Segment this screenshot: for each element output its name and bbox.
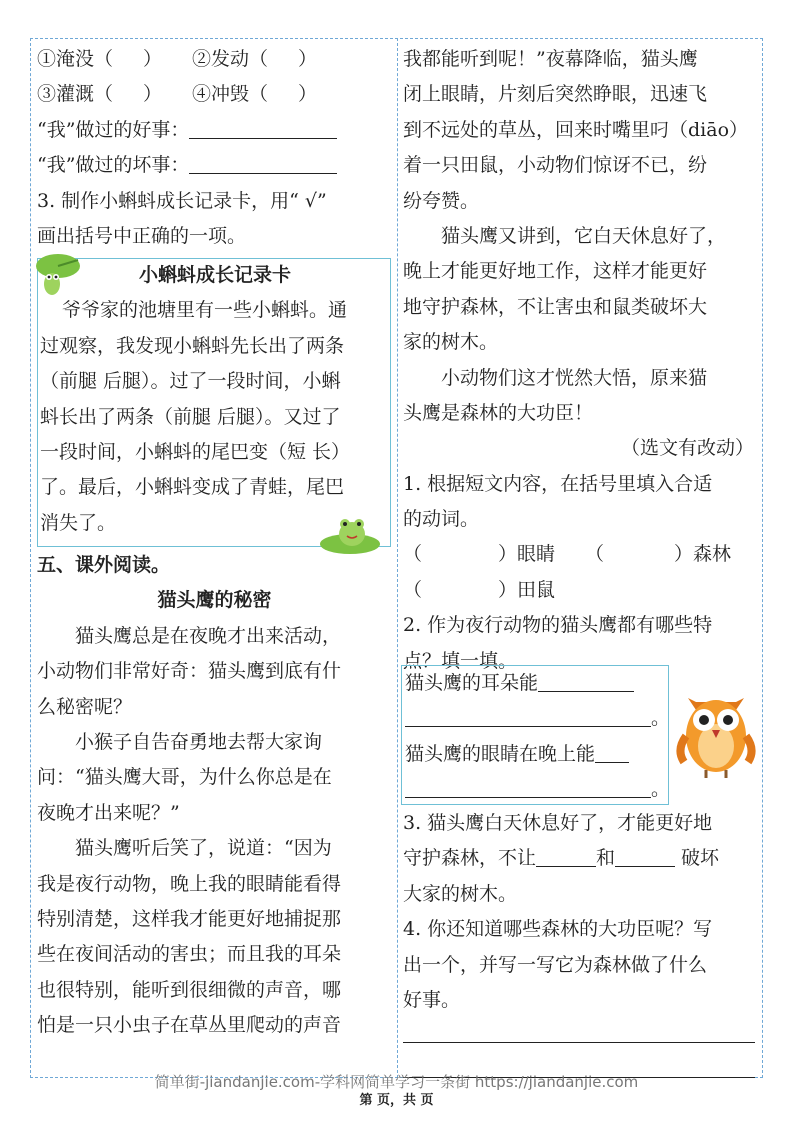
q1-instruction: 1. 根据短文内容，在括号里填入合适	[403, 472, 713, 495]
q3-instruction: 3. 制作小蝌蚪成长记录卡，用“ √”	[37, 189, 327, 212]
word-row-1	[37, 42, 392, 77]
q3-blank-1[interactable]	[536, 846, 596, 867]
q2-instruction: 2. 作为夜行动物的猫头鹰都有哪些特	[403, 614, 713, 637]
story-line: 也很特别，能听到很细微的声音，哪	[37, 978, 342, 1001]
paren-close: ）	[143, 83, 163, 106]
q1-row-2	[403, 573, 758, 608]
q4-instruction-cont: 出一个，并写一写它为森林做了什么	[403, 953, 708, 976]
q3-text-a: 守护森林，不让	[403, 847, 537, 870]
owl-icon	[674, 688, 758, 780]
story-line: 夜晚才出来呢？”	[37, 801, 180, 824]
q1-item-forest: ）森林	[674, 543, 732, 566]
good-deed-blank[interactable]	[189, 118, 337, 139]
story-line: 到不远处的草丛，回来时嘴里叼（diāo）	[403, 118, 749, 141]
left-column	[37, 42, 392, 254]
paren-close: ）	[298, 83, 318, 106]
q3-right-row	[403, 841, 758, 876]
paren-close: ）	[143, 48, 163, 70]
word-1: ①淹没（	[37, 48, 114, 70]
eyes-blank[interactable]	[595, 742, 629, 763]
q3-right-cont: 大家的树木。	[403, 882, 518, 905]
tadpole-card-content	[40, 258, 390, 541]
q4-instruction: 4. 你还知道哪些森林的大功臣呢？写	[403, 918, 713, 941]
word-row-2	[37, 77, 392, 112]
footer-site: 简单街-jiandanjie.com-学科网简单学习一条街 https://jiandanjie.com	[154, 1073, 639, 1091]
column-divider	[397, 38, 398, 1078]
period: 。	[651, 707, 671, 730]
q3-text-c: 破坏	[681, 847, 720, 870]
q1-row-1	[403, 537, 758, 572]
story-line: 闭上眼睛，片刻后突然睁眼，迅速飞	[403, 83, 708, 106]
story-line: 我都能听到呢！”夜幕降临，猫头鹰	[403, 48, 698, 70]
q3-blank-2[interactable]	[615, 846, 675, 867]
q1-instruction-cont: 的动词。	[403, 508, 480, 531]
story-line: 特别清楚，这样我才能更好地捕捉那	[37, 907, 342, 930]
q3-text-b: 和	[596, 847, 616, 870]
card-line: 爷爷家的池塘里有一些小蝌蚪。通	[62, 299, 348, 322]
card-line[interactable]: 一段时间，小蝌蚪的尾巴变（短 长）	[40, 440, 351, 463]
story-right-body	[403, 42, 758, 431]
ears-row-2	[405, 701, 671, 736]
card-line[interactable]: 蚪长出了两条（前腿 后腿）。又过了	[40, 405, 341, 428]
q3-instruction-cont: 画出括号中正确的一项。	[37, 224, 247, 247]
story-line: 小动物们这才恍然大悟，原来猫	[441, 366, 708, 389]
period: 。	[651, 778, 671, 801]
q2-instruction-cont: 点？填一填。	[403, 649, 518, 672]
paren-open: （	[403, 578, 423, 601]
eyes-blank-2[interactable]	[405, 777, 651, 798]
story-line: 地守护森林，不让害虫和鼠类破坏大	[403, 295, 708, 318]
paren-close: ）	[298, 48, 318, 70]
q1-item-mouse: ）田鼠	[498, 578, 556, 601]
story-line: 么秘密呢？	[37, 695, 133, 718]
story-line: 怕是一只小虫子在草丛里爬动的声音	[37, 1014, 342, 1037]
owl-traits-fill	[405, 666, 671, 808]
paren-open: （	[403, 543, 423, 566]
right-questions	[403, 806, 758, 1078]
story-line: 家的树木。	[403, 331, 499, 354]
good-deed-row	[37, 113, 392, 148]
story-line: 我是夜行动物，晚上我的眼睛能看得	[37, 872, 342, 895]
card-line[interactable]: 过观察，我发现小蝌蚪先长出了两条	[40, 334, 345, 357]
ears-row	[405, 666, 667, 701]
ears-label: 猫头鹰的耳朵能	[405, 672, 539, 694]
right-column	[403, 42, 758, 679]
eyes-label: 猫头鹰的眼睛在晚上能	[405, 742, 596, 765]
bad-deed-blank[interactable]	[189, 153, 337, 174]
bad-deed-row	[37, 148, 392, 183]
q4-instruction-end: 好事。	[403, 988, 461, 1011]
story-title: 猫头鹰的秘密	[157, 589, 272, 612]
q4-answer-line-1[interactable]	[403, 1022, 755, 1043]
section-5-heading: 五、课外阅读。	[37, 554, 171, 576]
card-line[interactable]: （前腿 后腿）。过了一段时间，小蝌	[40, 370, 341, 393]
ears-blank-2[interactable]	[405, 706, 651, 727]
story-line: 纷夸赞。	[403, 189, 480, 212]
q1-item-eyes: ）眼睛	[498, 543, 556, 566]
story-line: 晚上才能更好地工作，这样才能更好	[403, 260, 708, 283]
good-deed-label: “我”做过的好事：	[37, 118, 190, 141]
word-2: ②发动（	[192, 48, 269, 70]
card-title: 小蝌蚪成长记录卡	[138, 264, 291, 286]
paren-open: （	[585, 543, 605, 566]
reading-section-left	[37, 548, 392, 1043]
card-line: 了。最后，小蝌蚪变成了青蛙，尾巴	[40, 476, 345, 499]
story-line: 着一只田鼠，小动物们惊讶不已，纷	[403, 154, 708, 177]
source-note: （选文有改动）	[620, 437, 754, 460]
card-line: 消失了。	[40, 511, 117, 534]
word-3: ③灌溉（	[37, 83, 114, 106]
story-left-body	[37, 619, 392, 1044]
story-line: 小动物们非常好奇：猫头鹰到底有什	[37, 660, 342, 683]
story-line: 些在夜间活动的害虫；而且我的耳朵	[37, 943, 342, 966]
story-line: 猫头鹰听后笑了，说道：“因为	[75, 837, 332, 860]
q3-right-instruction: 3. 猫头鹰白天休息好了，才能更好地	[403, 812, 713, 834]
story-line: 猫头鹰又讲到，它白天休息好了，	[441, 224, 727, 247]
footer-page-number: 第 页，共 页	[359, 1093, 434, 1108]
ears-blank[interactable]	[538, 671, 634, 692]
eyes-row-2	[405, 772, 671, 807]
story-line: 猫头鹰总是在夜晚才出来活动，	[75, 624, 342, 647]
eyes-row	[405, 737, 667, 772]
story-line: 小猴子自告奋勇地去帮大家询	[75, 730, 323, 753]
story-line: 头鹰是森林的大功臣！	[403, 401, 594, 424]
story-line: 问：“猫头鹰大哥，为什么你总是在	[37, 766, 332, 789]
word-4: ④冲毁（	[192, 83, 269, 106]
bad-deed-label: “我”做过的坏事：	[37, 154, 190, 177]
